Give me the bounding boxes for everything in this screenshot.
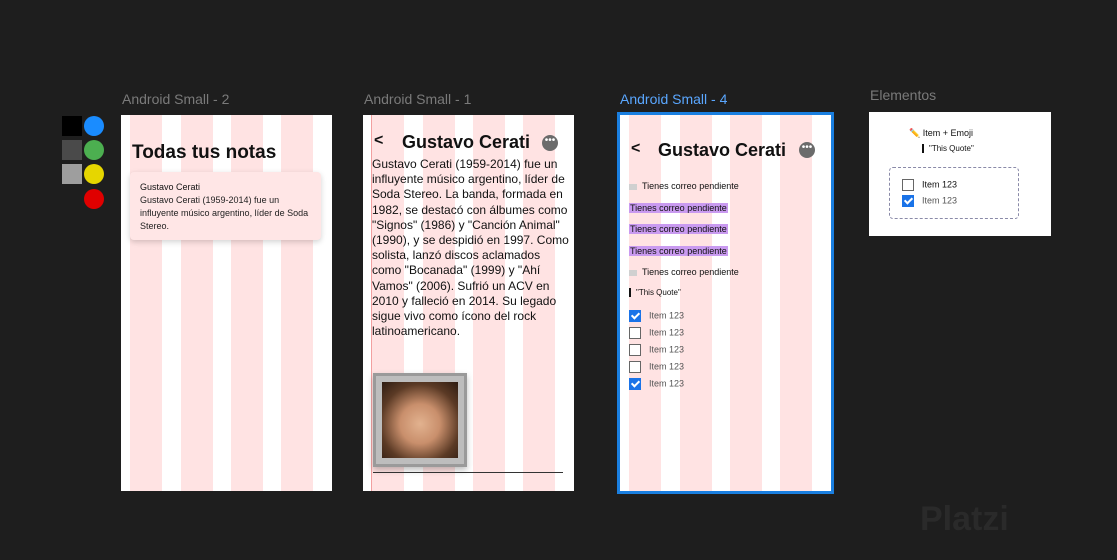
swatch-dark-gray[interactable] [62,140,82,160]
mail-row-text: Tienes correo pendiente [642,267,739,277]
checkbox-item[interactable] [902,195,957,207]
mail-row[interactable] [629,181,739,191]
note-card-title: Gustavo Cerati [140,182,201,192]
page-title: Gustavo Cerati [658,140,787,160]
mail-row-text: Tienes correo pendiente [630,224,727,234]
mail-row[interactable] [629,246,728,256]
note-card[interactable] [130,172,321,240]
mail-row[interactable] [629,267,739,277]
layout-column [780,115,812,491]
platzi-watermark: Platzi [920,500,1009,538]
bio-text: Gustavo Cerati (1959-2014) fue un influyente músico argentino, líder de Soda Stereo. La banda, formada en 1982, se destacó con álbumes como "Signos" (1986) y "Canción Animal" (1990), y se despidió en 1997. Como solista, lanzó discos aclamados como "Bocanada" (1999) y "Ahí Vamos" (2006). Sufrió un ACV en 2010 y falleció en 2014. Su legado sigue vivo como ícono del rock latinoamericano. [372,157,569,339]
checkbox[interactable] [629,310,641,322]
mail-row-text: Tienes correo pendiente [642,181,739,191]
quote-block: "This Quote" [629,288,681,297]
frame-label-elementos[interactable]: Elementos [870,87,937,103]
frame-android-small-4[interactable] [620,115,831,491]
note-card-text: Gustavo Cerati (1959-2014) fue un influyente músico argentino, líder de Soda Stereo. [140,195,309,231]
checkbox-item[interactable] [629,310,684,322]
mail-row-text: Tienes correo pendiente [630,203,727,213]
checkbox[interactable] [629,361,641,373]
checkbox-label: Item 123 [649,378,685,389]
frame-label-android-small-2[interactable]: Android Small - 2 [122,91,230,107]
page-title: Todas tus notas [132,142,277,163]
frame-label-android-small-1[interactable]: Android Small - 1 [364,91,472,107]
checkbox-item[interactable] [629,327,684,339]
checkbox-item[interactable] [902,179,957,191]
checkbox[interactable] [902,195,914,207]
portrait-image [382,382,458,458]
checkbox[interactable] [629,344,641,356]
envelope-icon [629,184,637,190]
layout-column [629,115,661,491]
dot-yellow[interactable] [84,164,104,184]
checkbox-label: Item 123 [922,179,958,190]
frame-android-small-1[interactable] [363,115,574,491]
checkbox-label: Item 123 [649,327,685,338]
mail-row-text: Tienes correo pendiente [630,246,727,256]
item-emoji-component[interactable]: ✏️ Item + Emoji [909,128,973,138]
swatch-light-gray[interactable] [62,164,82,184]
layout-column [680,115,712,491]
checkbox-item[interactable] [629,361,684,373]
frame-android-small-2[interactable] [121,115,332,491]
divider [373,472,563,473]
swatch-black[interactable] [62,116,82,136]
more-options-icon[interactable]: ••• [799,142,815,158]
checkbox[interactable] [629,378,641,390]
artist-photo [373,373,467,467]
layout-column [730,115,762,491]
checkbox-label: Item 123 [649,344,685,355]
checkbox-label: Item 123 [649,310,685,321]
dot-blue[interactable] [84,116,104,136]
mail-row[interactable] [629,224,728,234]
page-title: Gustavo Cerati [402,132,531,152]
back-arrow-icon[interactable]: < [374,132,384,149]
checkbox-item[interactable] [629,378,684,390]
back-arrow-icon[interactable]: < [631,140,641,157]
quote-component[interactable]: "This Quote" [922,144,974,153]
dot-red[interactable] [84,189,104,209]
frame-label-android-small-4[interactable]: Android Small - 4 [620,91,728,107]
dot-green[interactable] [84,140,104,160]
frame-elementos[interactable] [869,112,1051,236]
mail-row[interactable] [629,203,728,213]
checkbox-item[interactable] [629,344,684,356]
checkbox-label: Item 123 [649,361,685,372]
checkbox-label: Item 123 [922,195,958,206]
checkbox[interactable] [629,327,641,339]
more-options-icon[interactable]: ••• [542,135,558,151]
checkbox[interactable] [902,179,914,191]
checkbox-component-set[interactable] [889,167,1019,219]
envelope-icon [629,270,637,276]
